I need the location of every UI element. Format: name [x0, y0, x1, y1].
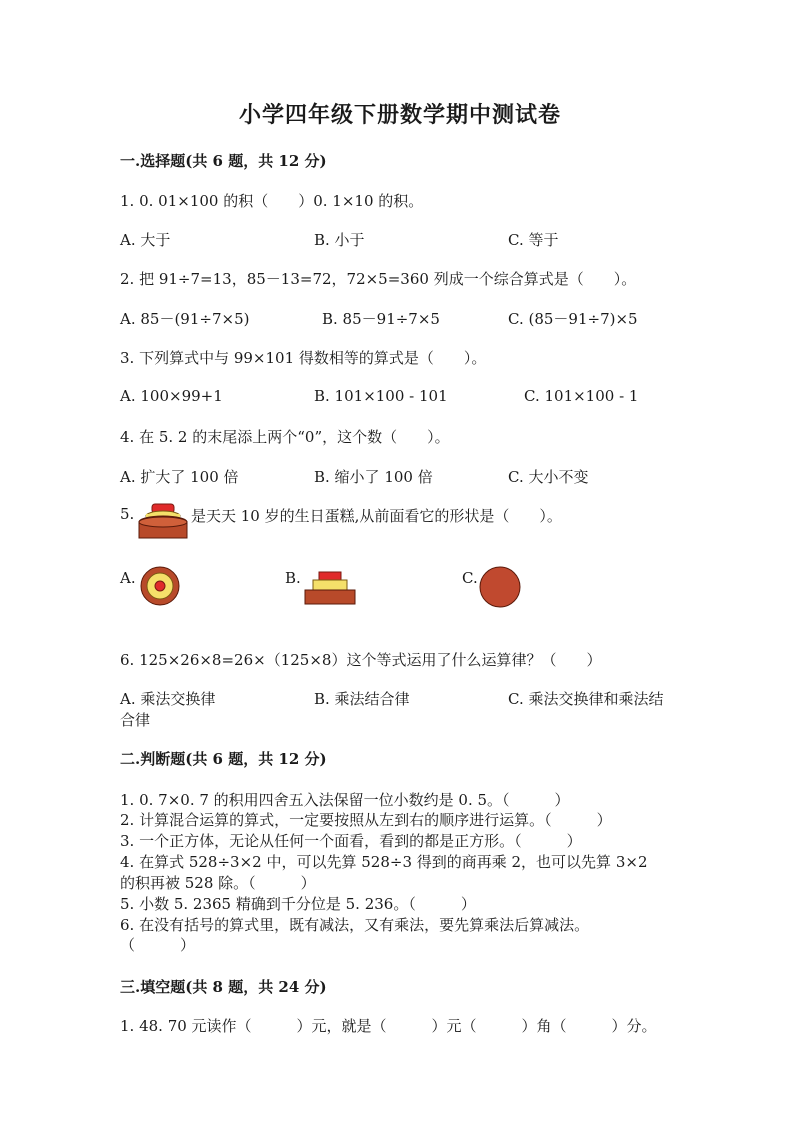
question-4-option-b: B. 缩小了 100 倍 [314, 468, 433, 486]
judge-item-continued: 的积再被 528 除。（ ） [120, 874, 316, 892]
question-4-stem: 4. 在 5. 2 的末尾添上两个“0”，这个数（ ）。 [120, 428, 450, 446]
question-6-option-c-continued: 合律 [120, 711, 151, 729]
birthday-cake-image [137, 502, 189, 544]
section-heading-choice: 一.选择题(共 6 题，共 12 分) [120, 152, 327, 170]
concentric-circles-image [139, 565, 181, 607]
judge-item: 5. 小数 5. 2365 精确到千分位是 5. 236。（ ） [120, 895, 476, 913]
question-2-option-a: A. 85－(91÷7×5) [120, 310, 250, 328]
stacked-rectangles-image [303, 570, 357, 608]
question-3-option-b: B. 101×100 - 101 [314, 387, 448, 405]
section-heading-fill: 三.填空题(共 8 题，共 24 分) [120, 978, 327, 996]
question-3-stem: 3. 下列算式中与 99×101 得数相等的算式是（ ）。 [120, 349, 487, 367]
filled-circle-image [478, 565, 522, 609]
question-5-option-a: A. [120, 569, 136, 587]
question-2-option-b: B. 85－91÷7×5 [322, 310, 440, 328]
question-5-number: 5. [120, 505, 135, 523]
question-3-option-c: C. 101×100 - 1 [524, 387, 639, 405]
question-5-stem: 是天天 10 岁的生日蛋糕,从前面看它的形状是（ ）。 [191, 507, 562, 525]
judge-item: 1. 0. 7×0. 7 的积用四舍五入法保留一位小数约是 0. 5。（ ） [120, 791, 570, 809]
question-4-option-a: A. 扩大了 100 倍 [120, 468, 239, 486]
judge-item-continued: （ ） [120, 936, 196, 954]
question-1-option-c: C. 等于 [508, 231, 559, 249]
question-1-option-a: A. 大于 [120, 231, 171, 249]
fill-question-1: 1. 48. 70 元读作（ ）元，就是（ ）元（ ）角（ ）分。 [120, 1017, 657, 1035]
question-6-option-b: B. 乘法结合律 [314, 690, 410, 708]
question-5-option-c: C. [462, 569, 478, 587]
question-3-option-a: A. 100×99+1 [120, 387, 223, 405]
question-2-stem: 2. 把 91÷7=13，85－13=72，72×5=360 列成一个综合算式是（ ）。 [120, 270, 637, 288]
question-5-option-b: B. [285, 569, 301, 587]
judge-item: 3. 一个正方体，无论从任何一个面看，看到的都是正方形。（ ） [120, 832, 582, 850]
question-1-option-b: B. 小于 [314, 231, 365, 249]
question-6-stem: 6. 125×26×8=26×（125×8）这个等式运用了什么运算律？（ ） [120, 651, 602, 669]
question-6-option-c: C. 乘法交换律和乘法结 [508, 690, 664, 708]
page-title: 小学四年级下册数学期中测试卷 [238, 102, 561, 128]
question-4-option-c: C. 大小不变 [508, 468, 589, 486]
question-2-option-c: C. (85－91÷7)×5 [508, 310, 638, 328]
question-6-option-a: A. 乘法交换律 [120, 690, 216, 708]
judge-item: 2. 计算混合运算的算式，一定要按照从左到右的顺序进行运算。（ ） [120, 811, 612, 829]
judge-item: 4. 在算式 528÷3×2 中，可以先算 528÷3 得到的商再乘 2，也可以先算 3×2 [120, 853, 648, 871]
question-1-stem: 1. 0. 01×100 的积（ ）0. 1×10 的积。 [120, 192, 424, 210]
section-heading-judge: 二.判断题(共 6 题，共 12 分) [120, 750, 327, 768]
judge-item: 6. 在没有括号的算式里，既有减法，又有乘法，要先算乘法后算减法。 [120, 916, 590, 934]
